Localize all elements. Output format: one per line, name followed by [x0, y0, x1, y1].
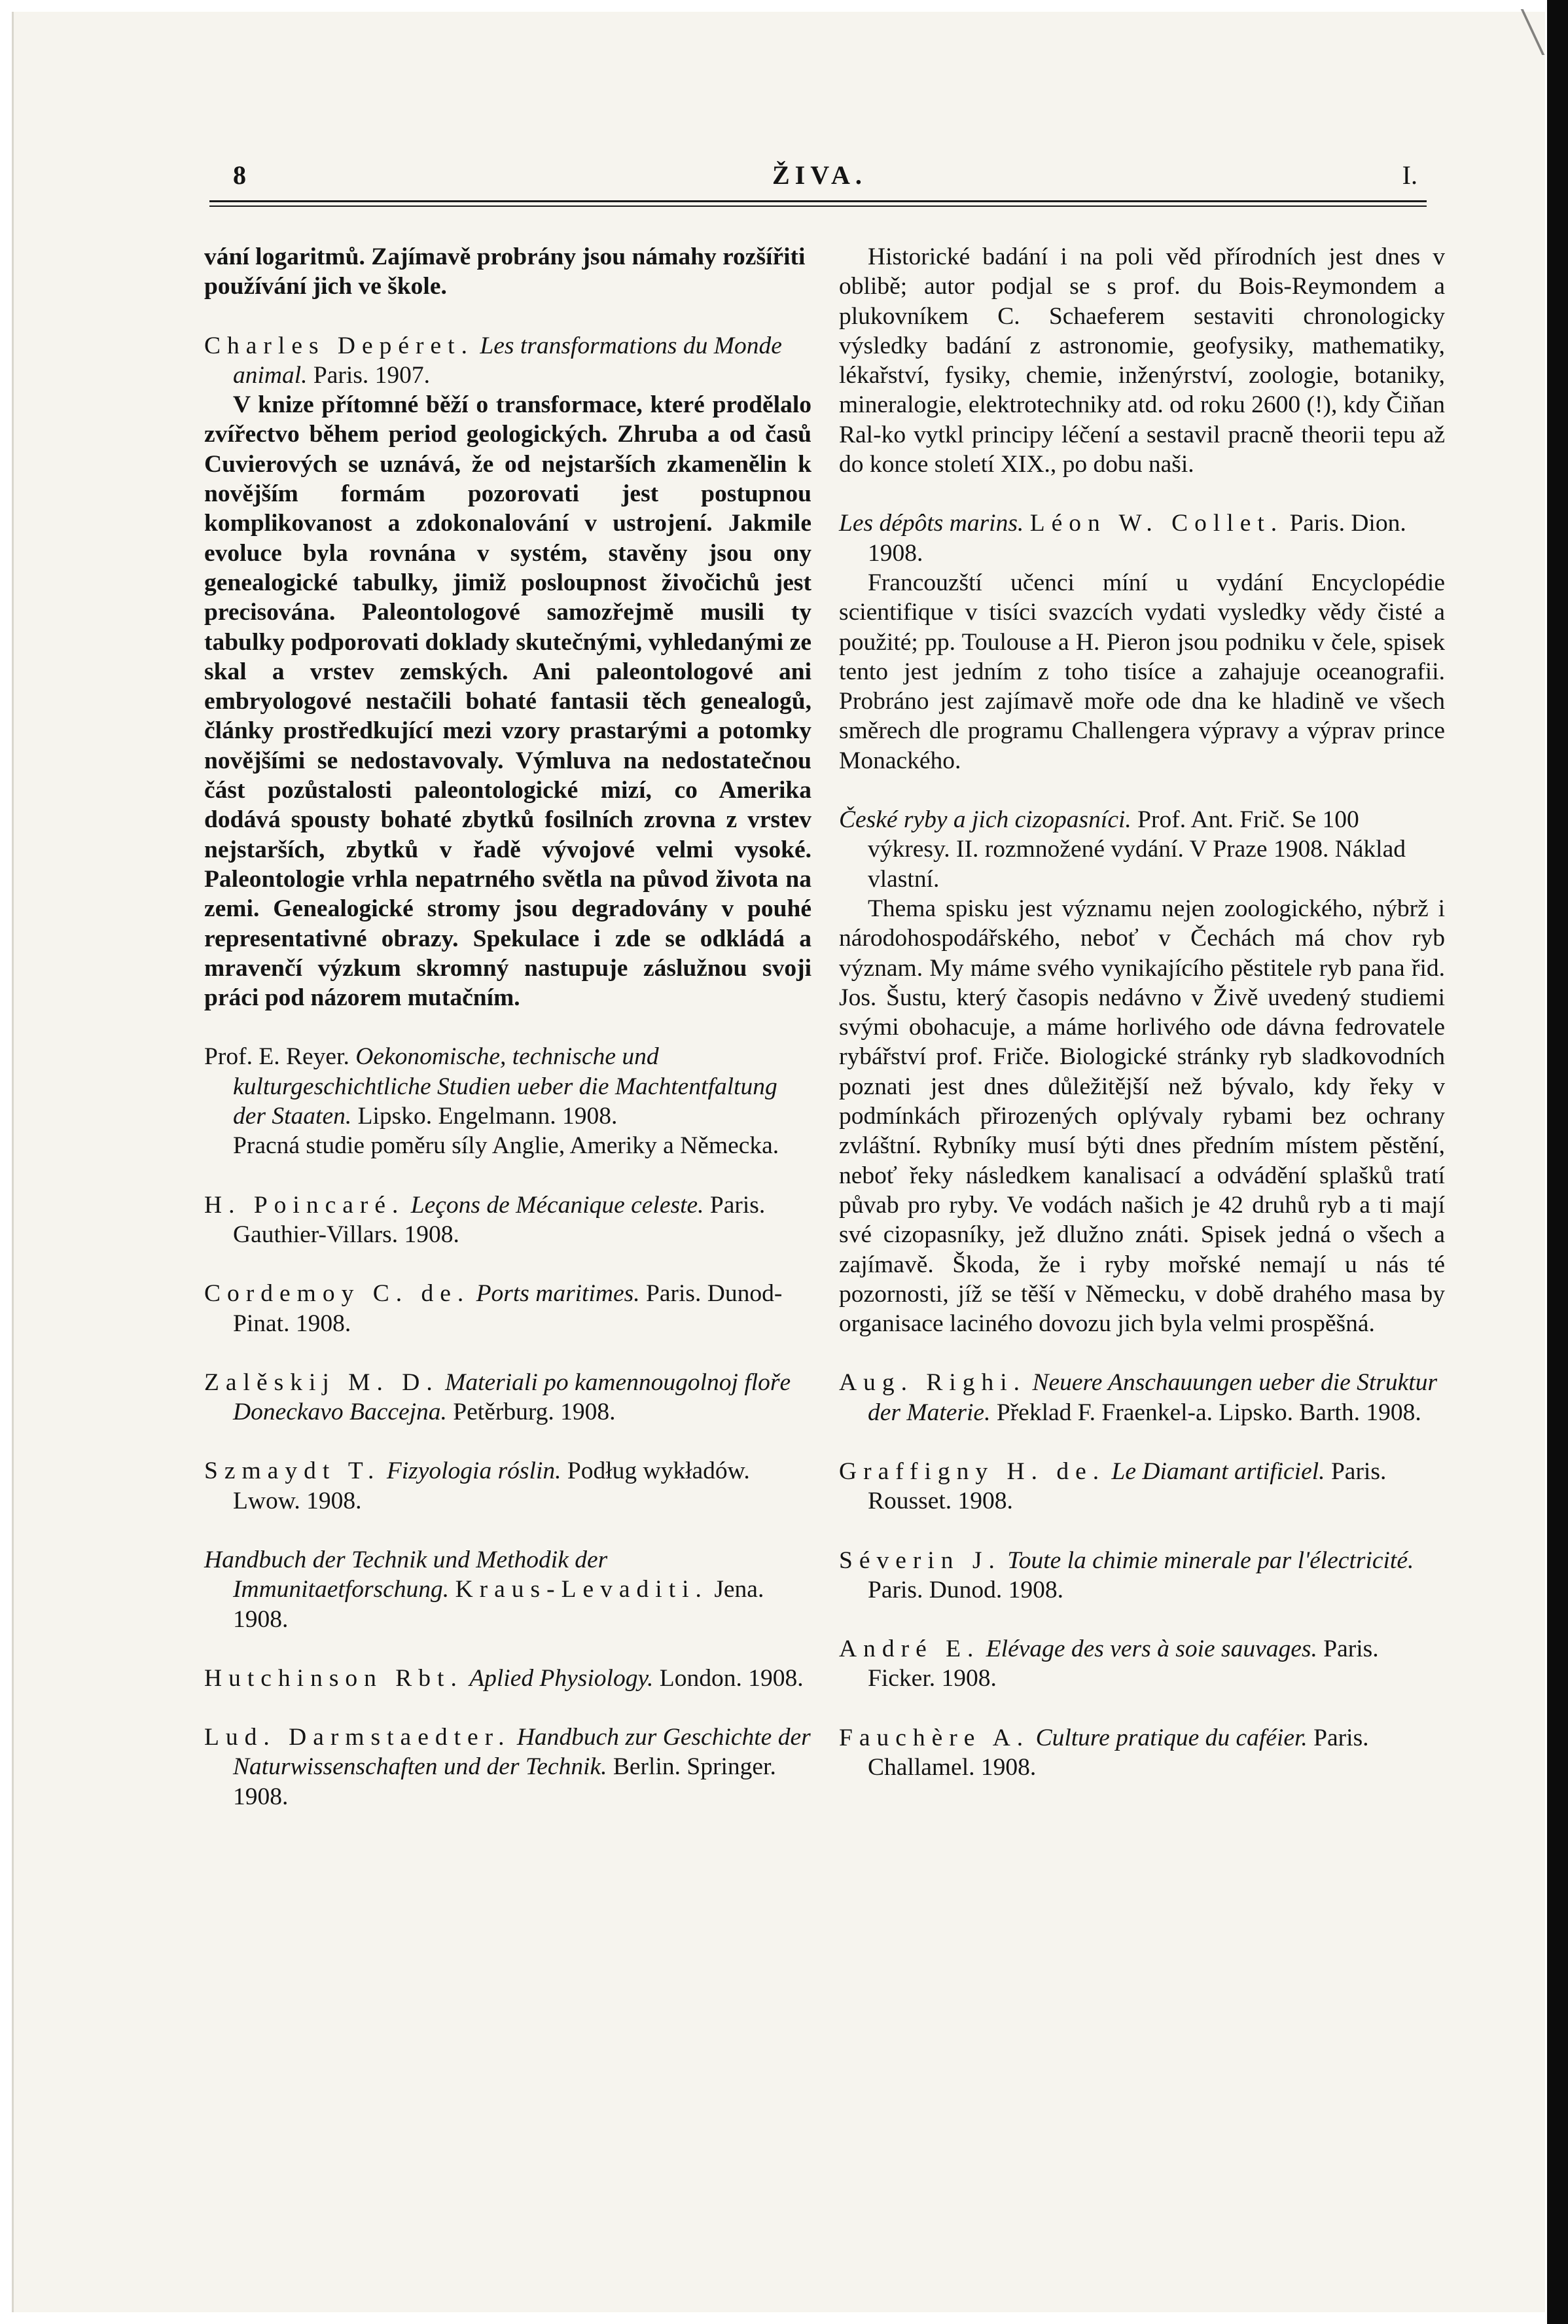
review-text: Francouzští učenci míní u vydání Encyclopédie scientifique v tisíci svazcích vydati vysledky vědy čisté a použité; pp. Toulouse a H. Pieron jsou podniku v čele, spisek tento jest jedním z toho tisíce a zahajuje oceanografii. Probráno jest zajímavě moře ode dna ke hladině ve všech směrech dle programu Challengera výpravy a výprav prince Monackého.: [839, 569, 1445, 774]
entry-author: Charles Depéret.: [204, 332, 474, 359]
review-fric: [839, 805, 1445, 1338]
entry-title: České ryby a jich cizopasníci.: [839, 806, 1131, 834]
entry-title: Handbuch der Technik und Methodik der Immunitaetforschung.: [204, 1546, 608, 1603]
entry-author: André E.: [839, 1636, 980, 1663]
entry-publication: Překlad F. Fraenkel-a. Lipsko. Barth. 1908.: [996, 1399, 1421, 1426]
entry-publication: Lipsko. Engelmann. 1908.: [357, 1103, 618, 1130]
entry-title: Leçons de Mécanique celeste.: [410, 1191, 704, 1219]
entry-title: Le Diamant artificiel.: [1111, 1457, 1325, 1485]
entry-author: Fauchère A.: [839, 1724, 1030, 1751]
entry-title: Aplied Physiology.: [469, 1664, 654, 1692]
continuation-text: Historické badání i na poli věd přírodních jest dnes v oblibě; autor podjal se s prof. du Bois-Reymondem a plukovníkem C. Schaeferem sestaviti chronologicky výsledky badání z astronomie, geofysiky, mathematiky, lékařství, fysiky, chemie, inženýrství, zoologie, botaniky, mineralogie, elektrotechniky atd. od roku 2600 (!), kdy Čiňan Ral-ko vytkl principy léčení a sestavil pracně theorii tepu až do konce století XIX., po dobu naši.: [839, 243, 1445, 478]
entry-publication: Berlin. Springer. 1908.: [233, 1753, 776, 1810]
entry-author: Aug. Righi.: [839, 1369, 1027, 1397]
entry-title: Neuere Anschauungen ueber die Struktur der Materie.: [868, 1369, 1438, 1426]
entry-title: Ports maritimes.: [476, 1280, 640, 1308]
entry-poincare: [204, 1190, 811, 1250]
entry-publication: Paris. Dunod. 1908.: [868, 1576, 1063, 1603]
entry-title: Culture pratique du caféier.: [1035, 1724, 1308, 1751]
header-rule-thin: [209, 206, 1427, 207]
review-text: V knize přítomné běží o transformace, které prodělalo zvířectvo během period geologických. Zhruba a od časů Cuvierových se uznává, že od nejstarších zkamenělin k novějším formám pozorovati jest postupnou komplikovanost a zdokonalování v ustrojení. Jakmile evoluce byla rovnána v systém, stavěny jsou ony genealogické tabulky, jimiž posloupnost živočichů jest precisována. Paleontologové samozřejmě musili ty tabulky podporovati doklady skutečnými, vyhledanými ze skal a vrstev zemských. Ani paleontologové ani embryologové nestačili bohaté fantasii těch genealogů, články prostředkující mezi vzory prastarými a potomky novějšími se nedostavovaly. Výmluva na nedostatečnou část pozůstalosti paleontologické mizí, co Amerika dodává spousty bohaté zbytků fosilních zrovna z vrstev nejstarších, zbytků v řadě vývojové velmi vysoké. Paleontologie vrhla nepatrného světla na původ života na zemi. Genealogické stromy jsou degradovány v pouhé representativné obrazy. Spekulace i zde se odkládá a mravenčí výzkum skromný nastupuje záslužnou svoji práci pod názorem mutačním.: [204, 391, 811, 1012]
entry-publication: Paris. Dion. 1908.: [868, 510, 1406, 567]
entry-title: Fizyologia róslin.: [386, 1457, 561, 1485]
review-text: Thema spisku jest významu nejen zoologického, nýbrž i národohospodářského, neboť v Čechách má chov ryb význam. My máme svého vynikajícího pěstitele ryb pana řid. Jos. Šustu, který časopis nedávno v Živě uvedený studiemi svými obohacuje, a máme horlivého ode dávna fedrovatele rybářství prof. Friče. Biologické stránky ryb sladkovodních poznati jest dnes důležitější než bývalo, kdy řeky v podmínkách přirozených oplývaly rybami bez ochrany zvláštní. Rybníky musí býti dnes předním místem pěstění, neboť řeky následkem kanalisací a odvádění splašků tratí půvab pro ryby. Ve vodách našich je 42 druhů ryb a ti mají své cizopasníky, jež dlužno znáti. Spisek jedná o všech a zajímavě. Škoda, že i ryby mořské nemají u nás té pozornosti, jíž se těší v Německu, v době drahého masa by organisace laciného dovozu jich byla velmi prospěšná.: [839, 895, 1445, 1338]
continuation-text: vání logaritmů. Zajímavě probrány jsou námahy rozšířiti používání jich ve škole.: [204, 243, 806, 300]
entry-title: Materiali po kamennougolnoj floře Doneckavo Baccejna.: [233, 1368, 791, 1426]
entry-publication: Paris. Rousset. 1908.: [868, 1457, 1387, 1515]
running-header: [209, 160, 1433, 200]
left-column: [204, 242, 811, 1812]
entry-fauchere: [839, 1723, 1445, 1783]
entry-author: Prof. Ant. Frič.: [1137, 806, 1286, 834]
review-deperet: [204, 331, 811, 1013]
review-text: Pracná studie poměru síly Anglie, Ameriky a Německa.: [233, 1132, 779, 1160]
entry-title: Oekonomische, technische und kulturgeschichtliche Studien ueber die Machtentfaltung der Staaten.: [233, 1043, 777, 1130]
header-rule: [209, 200, 1427, 202]
entry-graffigny: [839, 1457, 1445, 1516]
entry-publication: Petěrburg. 1908.: [453, 1399, 616, 1426]
entry-author: H. Poincaré.: [204, 1191, 405, 1219]
entry-andre: [839, 1634, 1445, 1694]
entry-publication: Podług wykładów. Lwow. 1908.: [233, 1457, 750, 1514]
page-number: 8: [233, 160, 246, 190]
entry-title: Les dépôts marins.: [839, 510, 1024, 537]
entry-cordemoy: [204, 1279, 811, 1338]
entry-publication: Paris. 1907.: [313, 361, 431, 389]
entry-darmstaedter: [204, 1723, 811, 1812]
entry-publication: Paris. Ficker. 1908.: [868, 1636, 1379, 1692]
entry-author: Léon W. Collet.: [1029, 510, 1284, 537]
entry-author: Graffigny H. de.: [839, 1457, 1106, 1485]
entry-title: Elévage des vers à soie sauvages.: [986, 1636, 1317, 1663]
review-reyer: [204, 1042, 811, 1160]
journal-title: ŽIVA.: [772, 160, 867, 190]
entry-publication: Se 100 výkresy. II. rozmnožené vydání. V Praze 1908. Náklad vlastní.: [868, 806, 1406, 893]
entry-publication: London. 1908.: [659, 1664, 804, 1692]
entry-author: Zalěskij M. D.: [204, 1368, 439, 1396]
entry-hutchinson: [204, 1664, 811, 1693]
entry-publication: Paris. Challamel. 1908.: [868, 1724, 1369, 1781]
entry-publication: Paris. Dunod-Pinat. 1908.: [233, 1280, 783, 1337]
entry-severin: [839, 1546, 1445, 1605]
entry-title: Les transformations du Monde animal.: [233, 332, 782, 389]
entry-handbuch-immunitaet: [204, 1545, 811, 1634]
entry-publication: Paris. Gauthier-Villars. 1908.: [233, 1191, 766, 1248]
entry-author: Szmaydt T.: [204, 1457, 381, 1485]
scan-edge-shadow: [1547, 0, 1568, 2324]
entry-author: Kraus-Levaditi.: [455, 1576, 708, 1603]
entry-author: Hutchinson Rbt.: [204, 1664, 463, 1692]
entry-zaleskij: [204, 1368, 811, 1427]
entry-title: Handbuch zur Geschichte der Naturwissenschaften und der Technik.: [233, 1724, 811, 1781]
review-collet: [839, 509, 1445, 776]
volume-number: I.: [1402, 160, 1417, 190]
entry-author: Cordemoy C. de.: [204, 1280, 471, 1308]
entry-title: Toute la chimie minerale par l'électricité.: [1007, 1546, 1414, 1574]
entry-author: Séverin J.: [839, 1546, 1001, 1574]
entry-righi: [839, 1368, 1445, 1427]
entry-publication: Jena. 1908.: [233, 1576, 764, 1633]
right-column: [839, 242, 1445, 1782]
entry-szmaydt: [204, 1456, 811, 1516]
entry-author: Prof. E. Reyer.: [204, 1043, 349, 1071]
entry-author: Lud. Darmstaedter.: [204, 1724, 511, 1751]
